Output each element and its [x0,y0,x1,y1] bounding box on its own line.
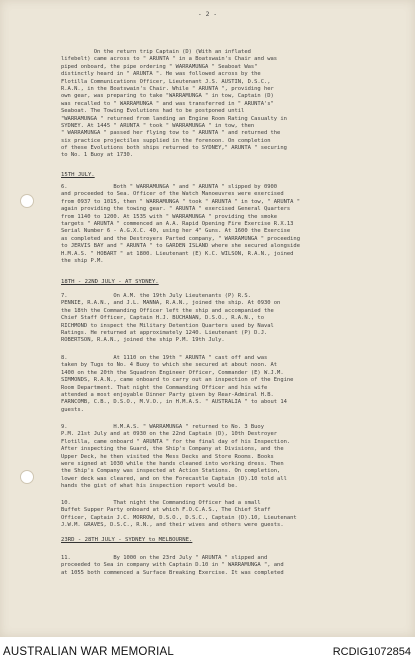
text-line: On the return trip Captain (D) (With an inflated [61,49,251,55]
paragraph-11 [61,555,381,577]
text-line: were signed at 1030 while the hands cleaned into working dress. Then [61,460,284,467]
section-heading: 18TH - 22ND JULY - AT SYDNEY. [61,279,159,285]
paragraph-6 [61,184,381,265]
text-line: 10. That night the Commanding Officer had a small [61,500,261,506]
text-line: 11. By 1000 on the 23rd July " ARUNTA " slipped and [61,555,268,561]
punch-hole [20,194,34,208]
text-line: Upper Deck, he then visited the Mess Decks and Store Rooms. Books [61,453,274,460]
text-line: again providing the towing gear. " ARUNTA " exercised General Quarters [61,206,291,213]
text-line: Ratings. He returned at approximately 1240. Lieutenant (P) D.J. [61,329,268,336]
text-line: as completed and the Destroyers Parted company, " WARRAMUNGA " proceeding [61,235,300,242]
text-line: SYDNEY. At 1445 " ARUNTA " took " WARRAMUNGA " in tow, then [61,122,255,129]
text-line: own gear, was preparing to take "WARRAMUNGA " in tow, Captain (D) [61,93,274,100]
text-line: R.A.N., in the Boatswain's Chair. While " ARUNTA ", providing her [61,85,274,92]
text-line: "WARRAMUNGA " returned from landing an Engine Room Rating Casualty in [61,115,287,122]
text-line: H.M.A.S. " HOBART " at 1800. Lieutenant (E) K.C. WILSON, R.A.N., joined [61,250,294,257]
text-line: Buffet Supper Party onboard at which F.O.C.A.S., The Chief Staff [61,507,271,514]
text-line: SIMMONDS, R.A.N., came onboard to carry out an inspection of the Engine [61,377,294,384]
paragraph-9 [61,424,381,491]
text-line: from 1140 to 1200. At 1535 with " WARRAMUNGA " providing the smoke [61,213,278,220]
text-line: lower deck was cleared, and on the Forecastle Captain (D).10 told all [61,475,287,482]
paragraph-return-trip [61,49,381,160]
text-line: Officer, Captain J.C. MORROW, D.S.O., D.S.C., Captain (D).10, Lieutenant [61,514,297,521]
text-line: Flotilla, came onboard " ARUNTA " for the final day of his Inspection. [61,438,291,445]
text-line: from 0937 to 1015, then " WARRAMUNGA " took " ARUNTA " in tow, " ARUNTA " [61,198,300,205]
text-line: targets " ARUNTA " commenced an A.A. Rapid Opening Fire Exercise R.X.13 [61,220,294,227]
page-number: - 2 - [197,10,218,18]
paragraph-10 [61,500,381,530]
section-heading: 23RD - 28TH JULY - SYDNEY to MELBOURNE. [61,537,193,543]
text-line: to JERVIS BAY and " ARUNTA " to GARDEN ISLAND where she secured alongside [61,243,300,250]
text-line: hands the gist of what his inspection report would be. [61,483,238,490]
text-line: of these Evolutions both ships returned to SYDNEY," ARUNTA " securing [61,145,287,152]
section-heading: 15TH JULY. [61,172,95,178]
paragraph-7 [61,293,381,345]
text-line: Room Department. That night the Commanding Officer and his wife [61,384,268,391]
text-line: to No. 1 Buoy at 1730. [61,152,134,159]
text-line: was recalled to " WARRAMUNGA " and was transferred in " ARUNTA's" [61,100,274,107]
text-line: the 18th the Commanding Officer left the ship and accompanied the [61,307,274,314]
text-line: 7. On A.M. the 19th July Lieutenants (P) R.S. [61,293,251,299]
text-line: attended a most enjoyable Dinner Party given by Rear-Admiral H.B. [61,391,274,398]
text-line: ROBERTSON, R.A.N., joined the ship P.M. 19th July. [61,337,225,344]
text-line: Serial Number 6 - A.G.X.C. 40, using her 4" Guns. At 1600 the Exercise [61,228,291,235]
punch-hole [20,470,34,484]
text-line: RICHMOND to inspect the Military Detention Quarters used by Naval [61,322,274,329]
text-line: 1400 on the 20th the Squadron Engineer Officer, Commander (E) W.J.M. [61,369,284,376]
text-line: proceeded to Sea in company with Captain D.10 in " WARRAMUNGA ", and [61,562,284,569]
text-line: Seaboat. The Towing Evolutions had to be postponed until [61,108,245,115]
text-line: the Ship's Company was inspected at Action Stations. On completion, [61,468,281,475]
text-line: 8. At 1110 on the 19th " ARUNTA " cast off and was [61,355,268,361]
text-line: PENNIE, R.A.N., and J.L. MANNA, R.A.N., joined the ship. At 0930 on [61,300,281,307]
text-line: piped onboard, the pipe ordering " WARRAMUNGA " Seaboat Was" [61,63,258,70]
text-line: six practice projectiles supplied in the forenoon. On completion [61,137,271,144]
text-line: 9. H.M.A.S. " WARRAMUNGA " returned to No. 3 Buoy [61,424,264,430]
text-line: at 1055 both commenced a Surface Breaking Exercise. It was completed [61,569,284,576]
text-line: P.M. 21st July and at 0930 on the 22nd Captain (D), 10th Destroyer [61,431,278,438]
text-line: 6. Both " WARRAMUNGA " and " ARUNTA " slipped by 0900 [61,184,278,190]
archive-footer [0,637,415,666]
footer-institution: AUSTRALIAN WAR MEMORIAL [3,646,174,658]
text-line: guests. [61,406,84,413]
text-line: the ship P.M. [61,257,104,264]
text-line: After inspecting the Guard, the Ship's Company at Divisions, and the [61,446,284,453]
footer-record-id: RCDIG1072854 [332,646,411,658]
text-line: lifebelt) came across to " ARUNTA " in a Boatswain's Chair and was [61,56,278,63]
text-line: distinctly heard in " ARUNTA ". He was followed across by the [61,71,261,78]
text-line: Chief Staff Officer, Captain H.J. BUCHANAN, D.S.O., R.A.N., to [61,315,264,322]
text-line: FARNCOMB, C.B., D.S.O., M.V.O., in H.M.A.S. " AUSTRALIA " to about 14 [61,399,287,406]
text-line: and proceeded to Sea. Officer of the Watch Manoeuvres were exercised [61,191,284,198]
text-line: taken by Tugs to No. 4 Buoy to which she secured at about noon. At [61,362,278,369]
text-line: J.W.M. GRAVES, D.S.C., R.N., and their wives and others were guests. [61,522,284,529]
paragraph-8 [61,355,381,414]
text-line: " WARRAMUNGA " passed her flying tow to " ARUNTA " and returned the [61,130,281,137]
text-line: Flotilla Communications Officer, Lieutenant J.S. AUSTIN, D.S.C., [61,78,271,85]
